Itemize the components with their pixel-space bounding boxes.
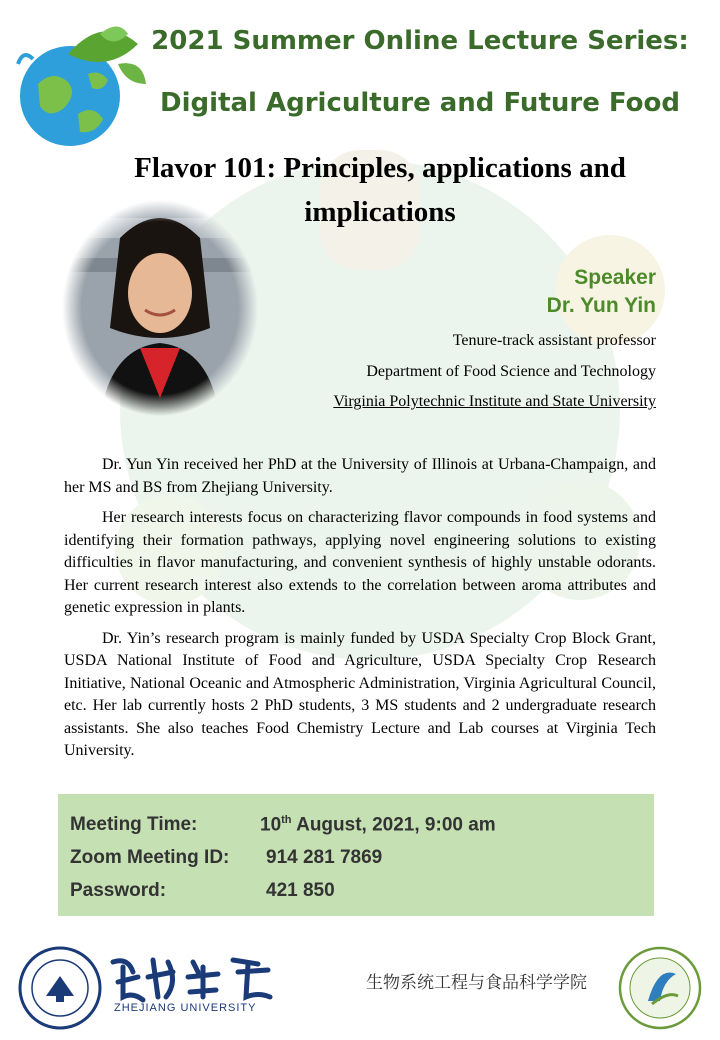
college-emblem-icon	[618, 946, 702, 1030]
speaker-photo	[60, 198, 260, 418]
password-value[interactable]: 421 850	[266, 880, 335, 901]
series-theme: Digital Agriculture and Future Food	[160, 88, 680, 118]
zhejiang-university-name: ZHEJIANG UNIVERSITY	[114, 1002, 257, 1014]
meeting-time-label: Meeting Time:	[70, 814, 198, 835]
meeting-day: 10	[260, 814, 282, 836]
speaker-position: Tenure-track assistant professor	[452, 332, 656, 349]
meeting-time-row	[70, 814, 496, 836]
bio-paragraph: Dr. Yun Yin received her PhD at the University of Illinois at Urbana-Champaign, and her MS and BS from Zhejiang University.	[64, 456, 656, 496]
college-name: 生物系统工程与食品科学学院	[366, 973, 587, 993]
speaker-name: Dr. Yun Yin	[546, 294, 656, 317]
password-label: Password:	[70, 880, 167, 901]
speaker-department: Department of Food Science and Technology	[366, 363, 656, 380]
zoom-id-label: Zoom Meeting ID:	[70, 847, 230, 868]
globe-leaves-icon	[8, 14, 148, 154]
bio-paragraph: Her research interests focus on characterizing flavor compounds in food systems and identifying their formation pathways, applying novel engineering solutions to existing difficulties in flavor manufacturing, and convenient synthesis of highly unstable odorants. Her current research interest also extends to the correlation between aroma attributes and genetic expression in plants.	[64, 509, 656, 616]
speaker-bio	[64, 454, 656, 771]
speaker-institution: Virginia Polytechnic Institute and State University	[333, 393, 656, 410]
zhejiang-university-seal-icon	[18, 946, 102, 1030]
meeting-time-value	[260, 814, 496, 836]
meeting-info-box	[58, 794, 654, 916]
meeting-date-rest: August, 2021, 9:00 am	[291, 814, 496, 836]
speaker-label: Speaker	[574, 266, 656, 289]
bio-paragraph: Dr. Yin’s research program is mainly funded by USDA Specialty Crop Block Grant, USDA National Institute of Food and Agriculture, USDA Specialty Crop Research Initiative, National Oceanic and Atmospheric Administration, Virginia Agricultural Council, etc. Her lab currently hosts 2 PhD students, 3 MS students and 2 undergraduate research assistants. She also teaches Food Chemistry Lecture and Lab courses at Virginia Tech University.	[64, 629, 656, 759]
password-row	[70, 880, 335, 902]
zoom-id-value[interactable]: 914 281 7869	[266, 847, 383, 868]
meeting-day-suffix: th	[281, 814, 292, 826]
zoom-id-row	[70, 847, 383, 869]
series-title: 2021 Summer Online Lecture Series:	[151, 26, 689, 56]
lecture-title: Flavor 101: Principles, applications and implications	[134, 152, 626, 228]
